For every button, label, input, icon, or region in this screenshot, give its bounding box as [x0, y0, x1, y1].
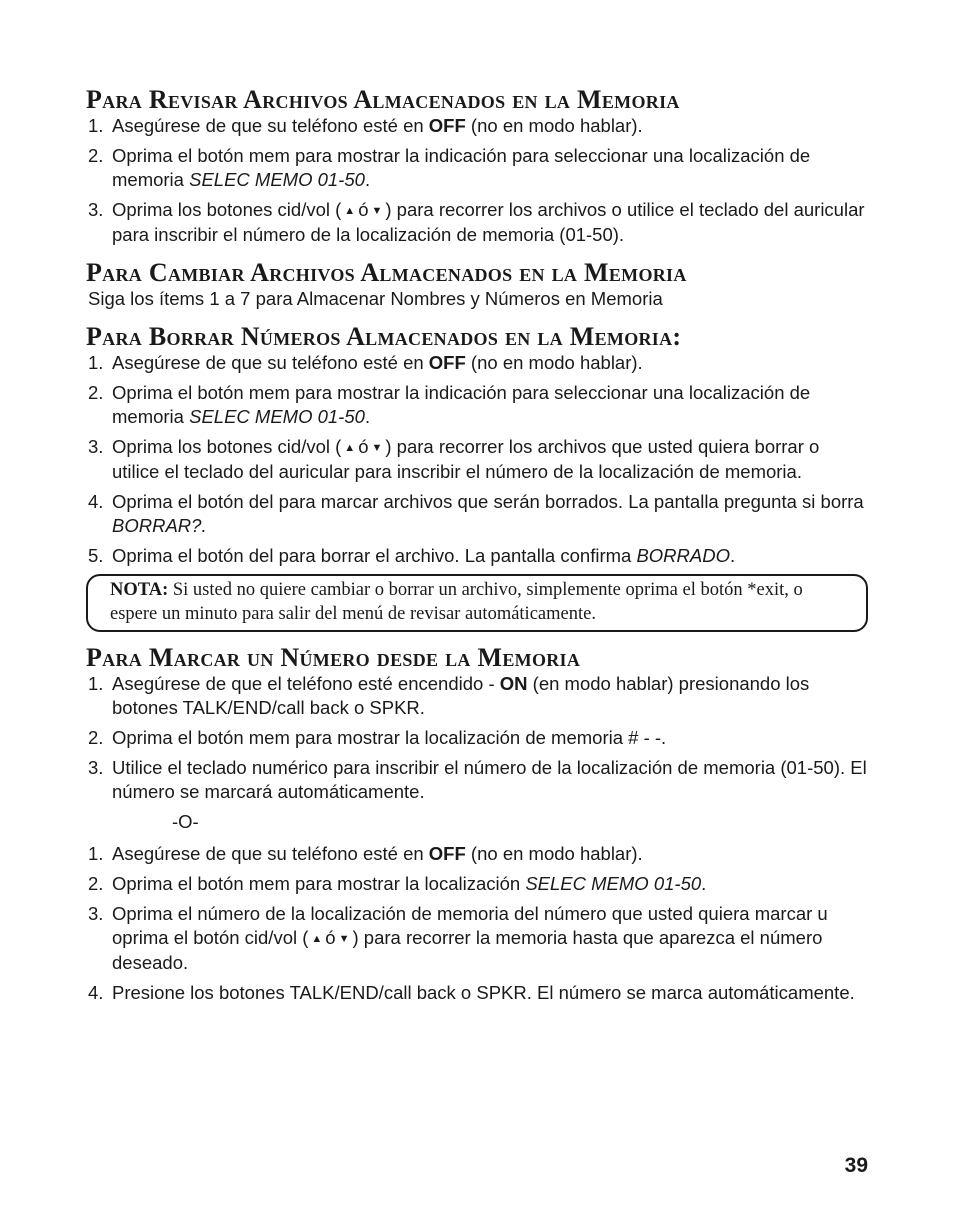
up-arrow-icon: ▲	[344, 442, 356, 454]
list-item: 1. Asegúrese de que su teléfono esté en OFF (no en modo hablar).	[88, 843, 643, 864]
list-item: 5. Oprima el botón del para borrar el archivo. La pantalla confirma BORRADO.	[88, 545, 736, 566]
or-separator: -O-	[172, 811, 199, 832]
list-item: 1. Asegúrese de que su teléfono esté en OFF (no en modo hablar).	[88, 115, 643, 136]
list-item: 4. Presione los botones TALK/END/call back o SPKR. El número se marca automáticamente.	[88, 982, 855, 1003]
note-box	[86, 574, 868, 632]
heading-delete: Para Borrar Números Almacenados en la Memoria:	[86, 322, 682, 351]
list-item: 3. Utilice el teclado numérico para inscribir el número de la localización de memoria (01-50). El número se marcará automáticamente.	[88, 757, 867, 802]
list-item: 3. Oprima los botones cid/vol ( ▲ ó ▼ ) para recorrer los archivos que usted quiera borrar o utilice el teclado del auricular para inscribir el número de la localización de memoria.	[88, 436, 820, 482]
note-label: NOTA:	[110, 580, 169, 600]
heading-review: Para Revisar Archivos Almacenados en la Memoria	[86, 85, 680, 114]
list-item: 3. Oprima los botones cid/vol ( ▲ ó ▼ ) para recorrer los archivos o utilice el teclado del auricular para inscribir el número de la localización de memoria (01-50).	[88, 199, 865, 245]
list-item: 2. Oprima el botón mem para mostrar la localización SELEC MEMO 01-50.	[88, 873, 707, 894]
section-dial	[86, 644, 868, 1005]
list-item: 3. Oprima el número de la localización de memoria del número que usted quiera marcar u oprima el botón cid/vol ( ▲ ó ▼ ) para recorrer la memoria hasta que aparezca el número deseado.	[88, 903, 828, 973]
page-content	[86, 86, 868, 1011]
dial-steps-a	[86, 672, 868, 804]
list-item: 4. Oprima el botón del para marcar archivos que serán borrados. La pantalla pregunta si borra BORRAR?.	[88, 491, 864, 536]
list-item: 2. Oprima el botón mem para mostrar la localización de memoria # - -.	[88, 727, 667, 748]
list-item: 2. Oprima el botón mem para mostrar la indicación para seleccionar una localización de memoria SELEC MEMO 01-50.	[88, 145, 811, 190]
list-item: 1. Asegúrese de que el teléfono esté encendido - ON (en modo hablar) presionando los botones TALK/END/call back o SPKR.	[88, 673, 810, 718]
heading-change: Para Cambiar Archivos Almacenados en la Memoria	[86, 258, 687, 287]
review-steps	[86, 114, 868, 247]
down-arrow-icon: ▼	[338, 933, 350, 945]
section-delete	[86, 323, 868, 568]
up-arrow-icon: ▲	[344, 205, 356, 217]
heading-dial: Para Marcar un Número desde la Memoria	[86, 643, 581, 672]
up-arrow-icon: ▲	[311, 933, 323, 945]
note-text: Si usted no quiere cambiar o borrar un archivo, simplemente oprima el botón *exit, o espere un minuto para salir del menú de revisar automáticamente.	[110, 580, 803, 624]
down-arrow-icon: ▼	[371, 442, 383, 454]
section-change	[86, 259, 868, 311]
dial-steps-b	[86, 842, 868, 1005]
down-arrow-icon: ▼	[371, 205, 383, 217]
list-item: 1. Asegúrese de que su teléfono esté en OFF (no en modo hablar).	[88, 352, 643, 373]
list-item: 2. Oprima el botón mem para mostrar la indicación para seleccionar una localización de memoria SELEC MEMO 01-50.	[88, 382, 811, 427]
page-number: 39	[844, 1154, 868, 1177]
section-review	[86, 86, 868, 247]
change-text: Siga los ítems 1 a 7 para Almacenar Nombres y Números en Memoria	[88, 288, 663, 309]
delete-steps	[86, 351, 868, 568]
